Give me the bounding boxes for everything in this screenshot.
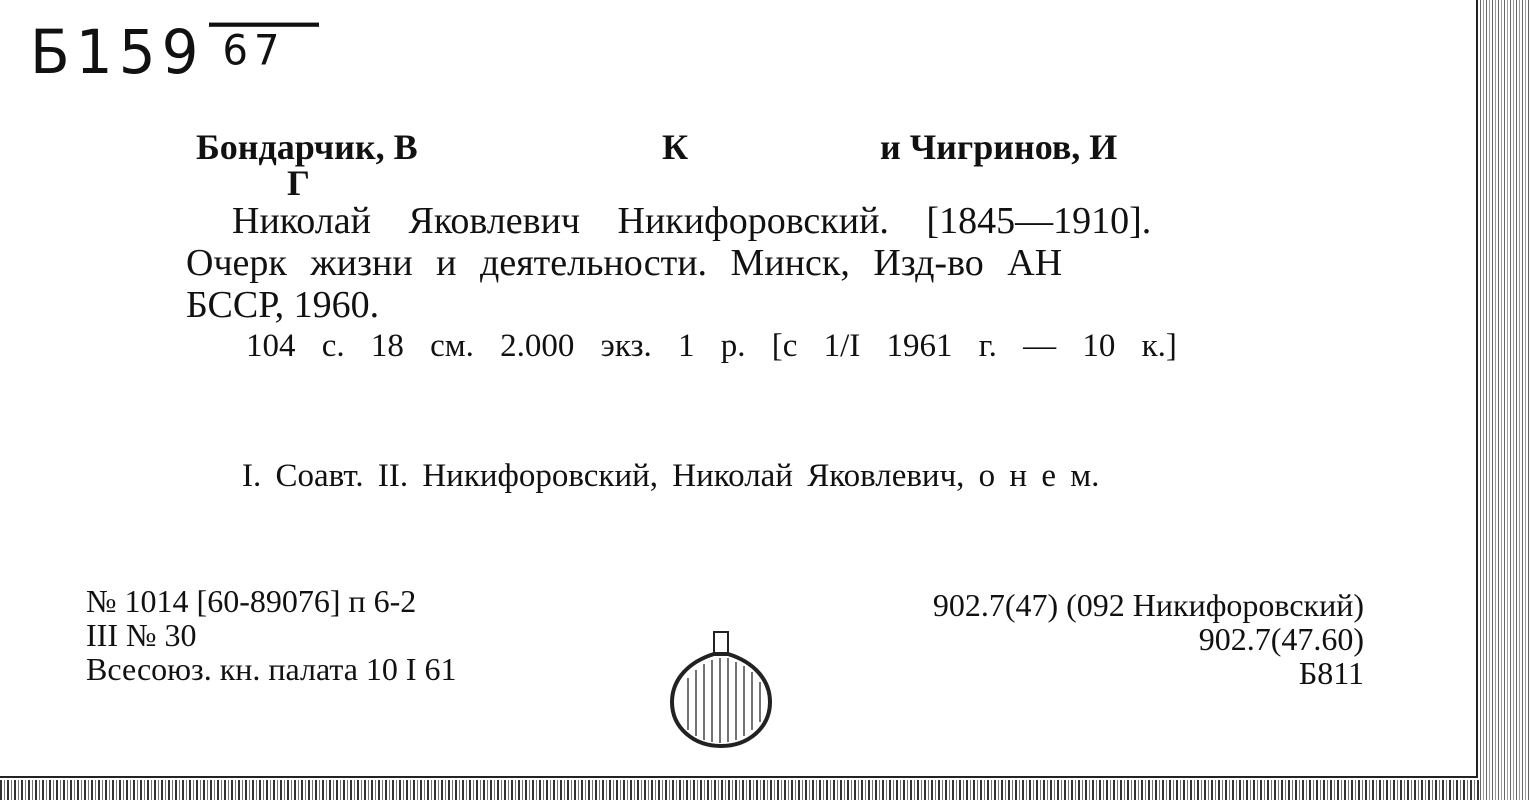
punch-hole-icon <box>668 618 774 748</box>
title-line-3: БССР, 1960. <box>186 284 380 326</box>
tracings: I. Соавт. II. Никифоровский, Николай Яковлевич, о н е м. <box>242 458 1100 494</box>
chamber-note: Всесоюз. кн. палата 10 I 61 <box>86 651 457 687</box>
handwritten-code: Б159 <box>30 16 205 88</box>
card-number: № 1014 [60-89076] п 6-2 <box>86 583 417 619</box>
title-line-2: Очерк жизни и деятельности. Минск, Изд-во АН <box>186 242 1063 284</box>
scan-edge-right <box>1478 0 1530 800</box>
collation: 104 с. 18 см. 2.000 экз. 1 р. [с 1/I 1961 г. — 10 к.] <box>246 328 1177 364</box>
series-number: III № 30 <box>86 617 197 653</box>
handwritten-shelfmark <box>30 16 285 87</box>
author-initial: Г <box>287 163 310 203</box>
classification-2: 902.7(47.60) <box>1198 621 1364 657</box>
scan-edge-bottom <box>0 780 1480 800</box>
title-line-1: Николай Яковлевич Никифоровский. [1845—1910]. <box>232 200 1152 242</box>
author-middle-initial: К <box>662 127 689 167</box>
title-block <box>186 200 1366 326</box>
bottom-left-info <box>86 584 457 686</box>
handwritten-fraction: 67 <box>222 26 286 76</box>
author-primary: Бондарчик, В <box>196 127 418 167</box>
author-coauthor: и Чигринов, И <box>880 127 1118 167</box>
classification-block <box>933 588 1364 690</box>
classification-1: 902.7(47) (092 Никифоровский) <box>932 587 1364 623</box>
classification-3: Б811 <box>1298 655 1364 691</box>
